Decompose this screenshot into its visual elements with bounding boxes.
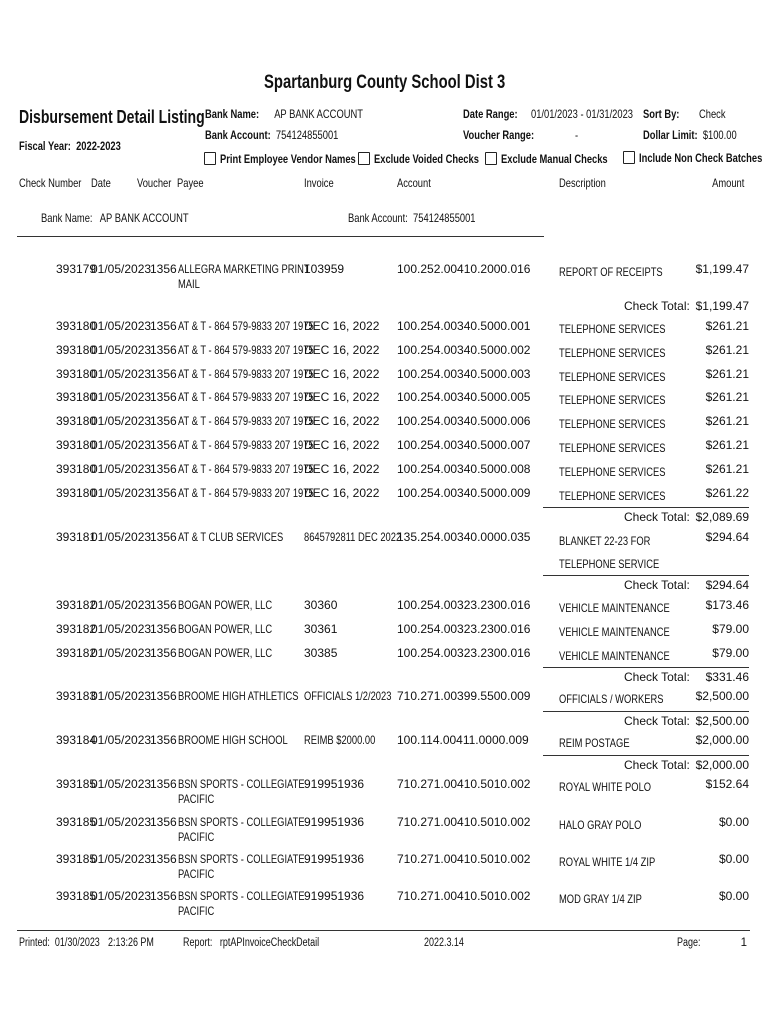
check-total-row: Check Total: $2,000.00 [0, 758, 770, 776]
check-total-row: Check Total: $1,199.47 [624, 299, 749, 313]
printed-date: Printed: 01/30/2023 [19, 937, 100, 949]
col-voucher: Voucher [137, 176, 172, 190]
table-row: 393180 01/05/2023 1356 AT & T - 864 579-9833 207 1975 DEC 16, 2022 100.254.00340.5000.008 TELEPHONE SERVICES $261.21 [56, 462, 749, 479]
bank-name: Bank Name: AP BANK ACCOUNT [205, 107, 363, 121]
table-row: 393181 01/05/2023 1356 AT & T CLUB SERVICES 8645792811 DEC 2022 135.254.00340.0000.035 BLANKET 22-23 FOR TELEPHONE SERVICE $294.64 [56, 530, 749, 571]
col-description: Description [559, 176, 606, 190]
col-payee: Payee [177, 176, 204, 190]
page-label: Page: [677, 937, 701, 949]
col-date: Date [91, 176, 111, 190]
col-invoice: Invoice [304, 176, 334, 190]
table-row: 393185 01/05/2023 1356 BSN SPORTS - COLLEGIATE PACIFIC 919951936 710.271.00410.5010.002 MOD GRAY 1/4 ZIP $0.00 [56, 889, 749, 918]
check-total-row: Check Total: $2,500.00 [0, 714, 770, 732]
exclude-voided-checks-option[interactable]: Exclude Voided Checks [358, 152, 509, 166]
check-total-row: Check Total: $2,089.69 [0, 510, 770, 528]
table-row: 393180 01/05/2023 1356 AT & T - 864 579-9833 207 1975 DEC 16, 2022 100.254.00340.5000.003 TELEPHONE SERVICES $261.21 [56, 367, 749, 384]
table-row: 393184 01/05/2023 1356 BROOME HIGH SCHOOL REIMB $2000.00 100.114.00411.0000.009 REIM POSTAGE $2,000.00 [56, 733, 749, 750]
exclude-manual-checks-option[interactable]: Exclude Manual Checks [485, 152, 638, 166]
checkbox-icon[interactable] [623, 151, 635, 164]
checkbox-icon[interactable] [358, 152, 370, 165]
sort-by-label: Sort By: [643, 107, 680, 121]
table-row: 393183 01/05/2023 1356 BROOME HIGH ATHLETICS OFFICIALS 1/2/2023 710.271.00399.5500.009 OFFICIALS / WORKERS $2,500.00 [56, 689, 749, 706]
table-row: 393180 01/05/2023 1356 AT & T - 864 579-9833 207 1975 DEC 16, 2022 100.254.00340.5000.006 TELEPHONE SERVICES $261.21 [56, 414, 749, 431]
report-version: 2022.3.14 [424, 937, 464, 949]
table-row: 393182 01/05/2023 1356 BOGAN POWER, LLC 30385 100.254.00323.2300.016 VEHICLE MAINTENANCE $79.00 [56, 646, 749, 663]
table-row: 393182 01/05/2023 1356 BOGAN POWER, LLC 30361 100.254.00323.2300.016 VEHICLE MAINTENANCE $79.00 [56, 622, 749, 639]
bank-account: Bank Account: 754124855001 [205, 128, 339, 142]
fiscal-year: Fiscal Year: 2022-2023 [19, 139, 121, 153]
date-range-value: 01/01/2023 - 01/31/2023 [531, 107, 634, 121]
check-total-row: Check Total: $294.64 [0, 578, 770, 596]
table-row: 393180 01/05/2023 1356 AT & T - 864 579-9833 207 1975 DEC 16, 2022 100.254.00340.5000.007 TELEPHONE SERVICES $261.21 [56, 438, 749, 455]
group-bank-account: Bank Account: 754124855001 [348, 211, 476, 225]
group-bank-name: Bank Name: AP BANK ACCOUNT [41, 211, 189, 225]
group-underline [17, 236, 544, 237]
table-row: 393180 01/05/2023 1356 AT & T - 864 579-9833 207 1975 DEC 16, 2022 100.254.00340.5000.005 TELEPHONE SERVICES $261.21 [56, 390, 749, 407]
table-row: 393185 01/05/2023 1356 BSN SPORTS - COLLEGIATE PACIFIC 919951936 710.271.00410.5010.002 HALO GRAY POLO $0.00 [56, 815, 749, 844]
voucher-range-value: - [575, 128, 579, 142]
report-name: Report: rptAPInvoiceCheckDetail [183, 937, 320, 949]
sort-by-value: Check [699, 107, 726, 121]
voucher-range-label: Voucher Range: [463, 128, 535, 142]
check-total-row: Check Total: $331.46 [0, 670, 770, 688]
printed-time: 2:13:26 PM [108, 937, 154, 949]
table-row: 393185 01/05/2023 1356 BSN SPORTS - COLLEGIATE PACIFIC 919951936 710.271.00410.5010.002 ROYAL WHITE POLO $152.64 [56, 777, 749, 806]
table-row: 393179 01/05/2023 1356 ALLEGRA MARKETING PRINT MAIL 103959 100.252.00410.2000.016 REPORT OF RECEIPTS $1,199.47 [56, 262, 749, 291]
report-title: Spartanburg County School Dist 3 [264, 72, 506, 93]
col-account: Account [397, 176, 431, 190]
print-employee-vendor-names-option[interactable]: Print Employee Vendor Names [204, 152, 394, 166]
table-row: 393182 01/05/2023 1356 BOGAN POWER, LLC 30360 100.254.00323.2300.016 VEHICLE MAINTENANCE $173.46 [56, 598, 749, 615]
checkbox-icon[interactable] [485, 152, 497, 165]
table-row: 393180 01/05/2023 1356 AT & T - 864 579-9833 207 1975 DEC 16, 2022 100.254.00340.5000.001 TELEPHONE SERVICES $261.21 [56, 319, 749, 336]
table-row: 393180 01/05/2023 1356 AT & T - 864 579-9833 207 1975 DEC 16, 2022 100.254.00340.5000.009 TELEPHONE SERVICES $261.22 [56, 486, 749, 503]
include-non-check-batches-option[interactable]: Include Non Check Batches [623, 151, 770, 165]
footer-divider [17, 930, 750, 931]
col-check-number: Check Number [19, 176, 82, 190]
table-row: 393180 01/05/2023 1356 AT & T - 864 579-9833 207 1975 DEC 16, 2022 100.254.00340.5000.002 TELEPHONE SERVICES $261.21 [56, 343, 749, 360]
col-amount: Amount [711, 176, 744, 190]
report-heading: Disbursement Detail Listing [19, 107, 205, 127]
page-number: 1 [740, 937, 747, 949]
table-row: 393185 01/05/2023 1356 BSN SPORTS - COLLEGIATE PACIFIC 919951936 710.271.00410.5010.002 ROYAL WHITE 1/4 ZIP $0.00 [56, 852, 749, 881]
checkbox-icon[interactable] [204, 152, 216, 165]
dollar-limit: Dollar Limit: $100.00 [643, 128, 737, 142]
date-range-label: Date Range: [463, 107, 518, 121]
